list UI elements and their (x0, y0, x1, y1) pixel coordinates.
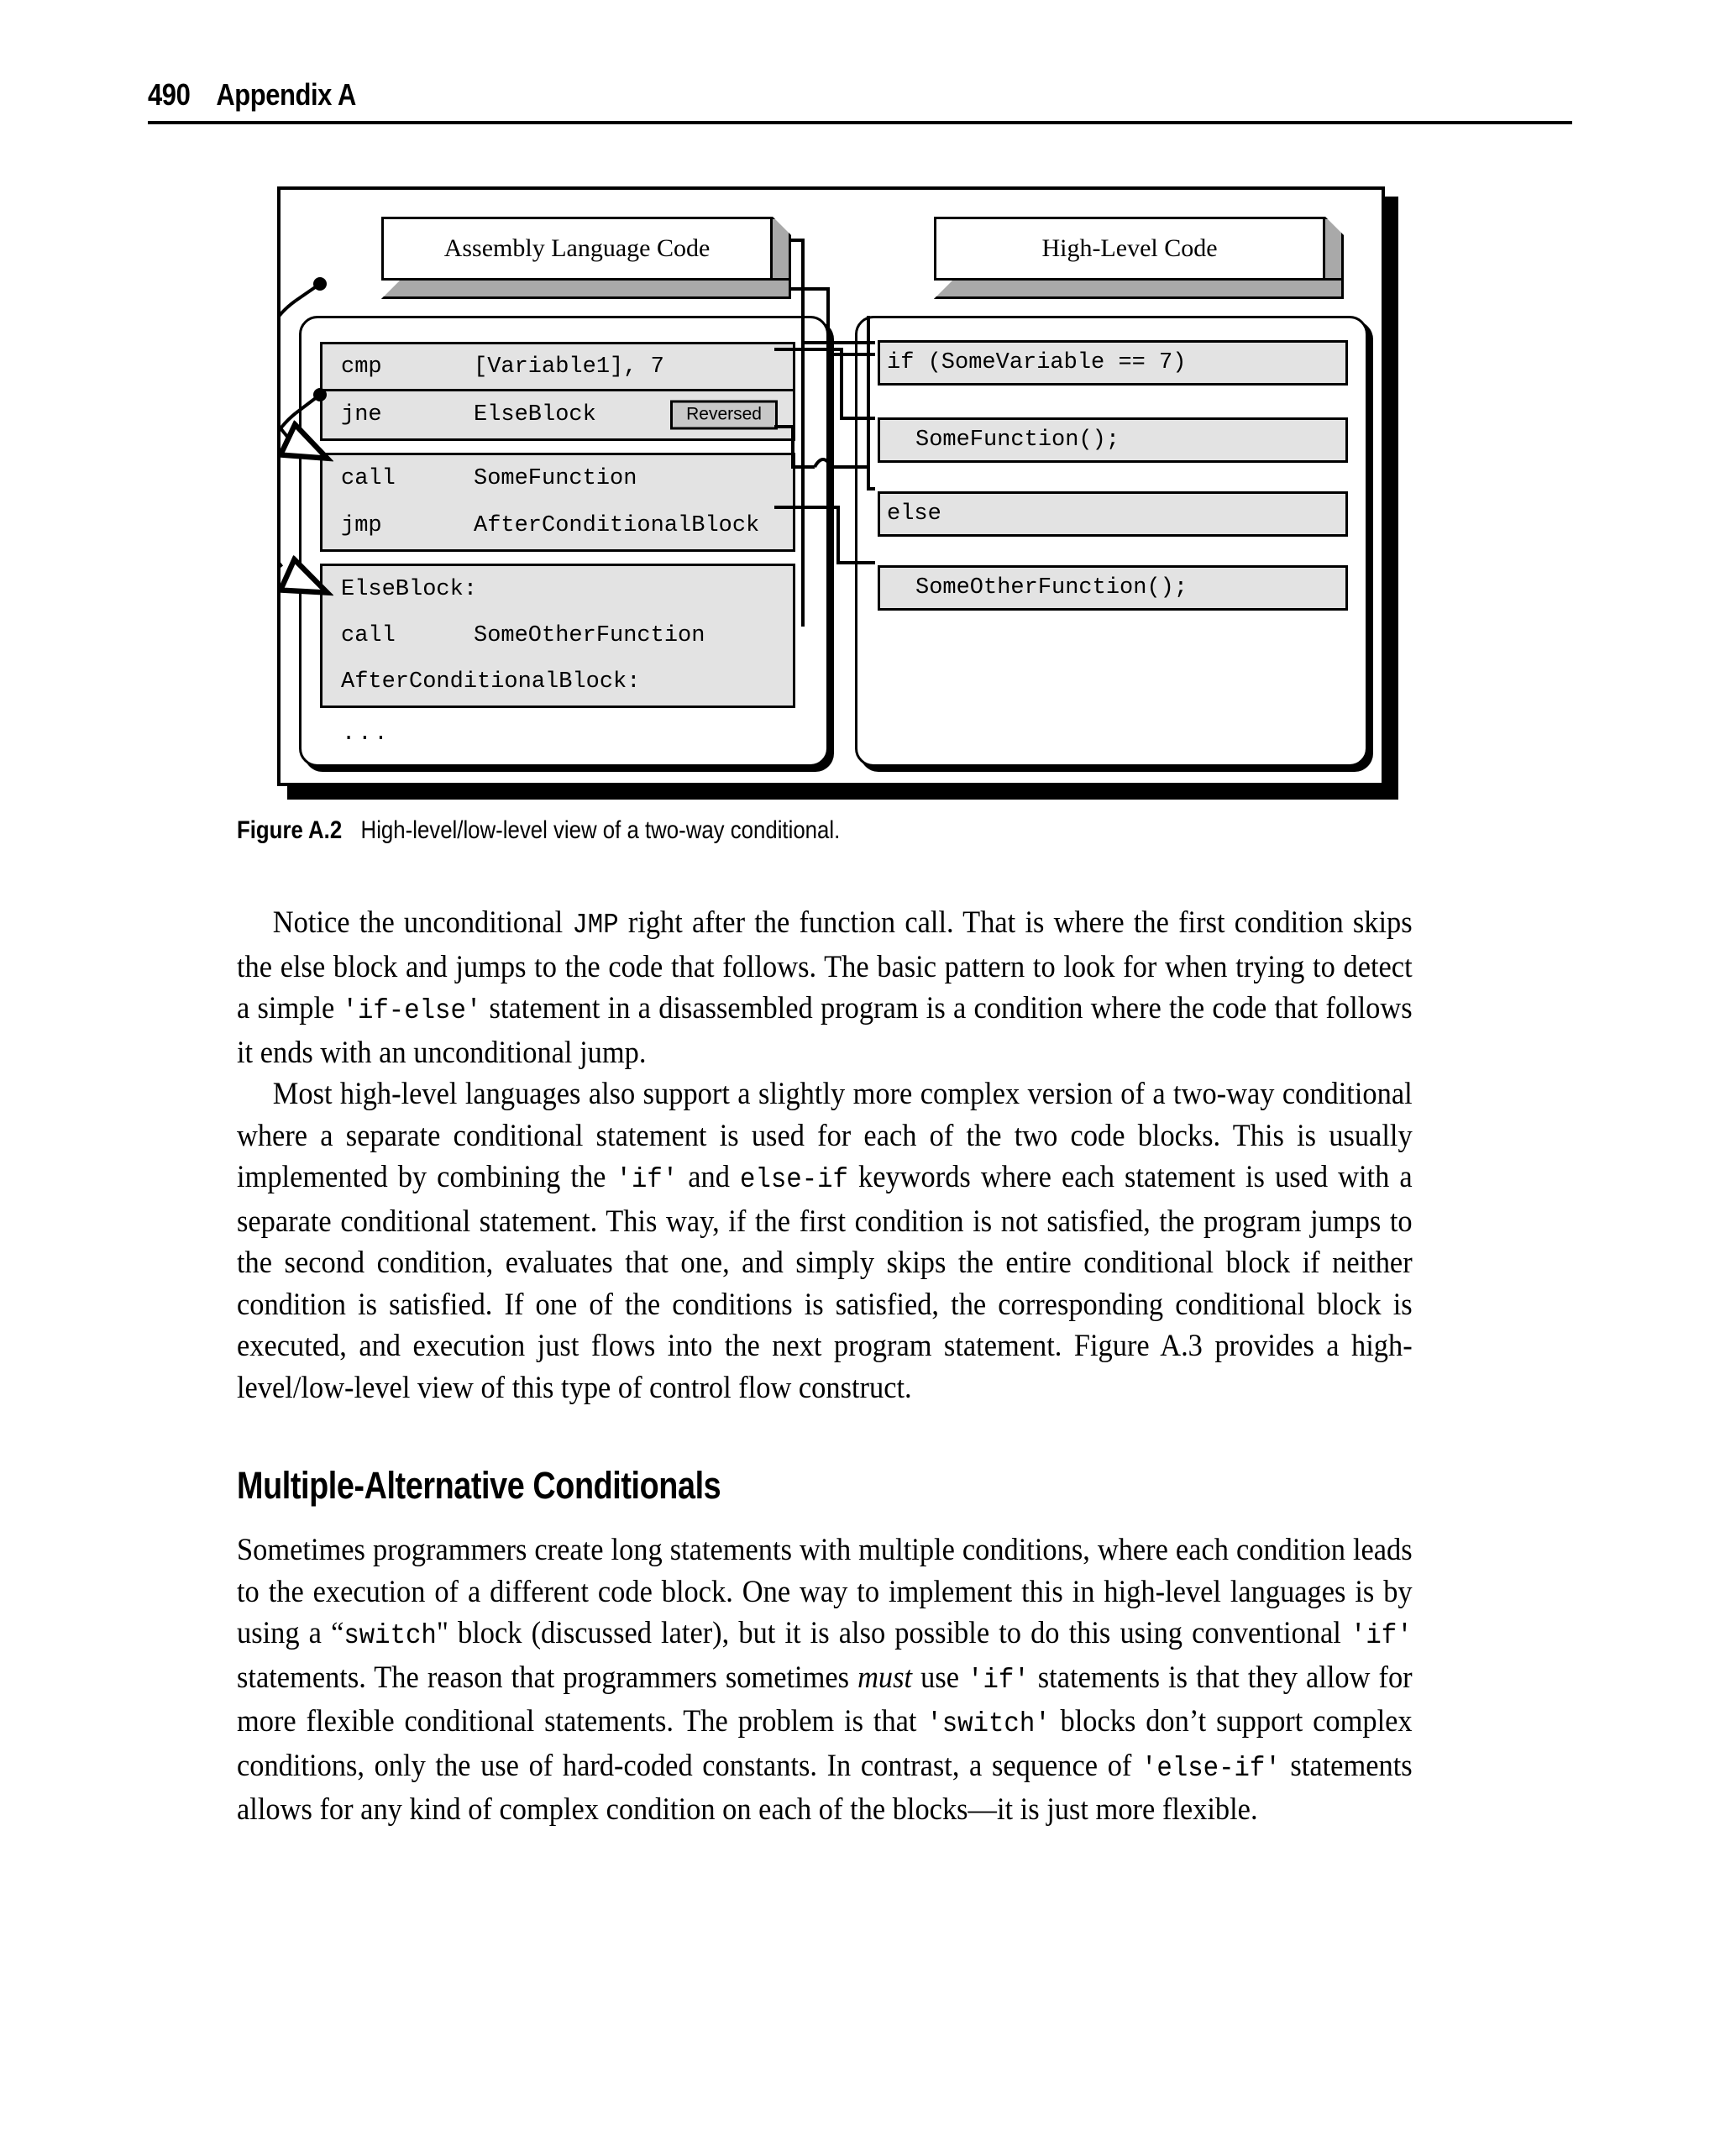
paragraph-1 (237, 902, 1413, 1073)
assembly-panel (299, 316, 829, 767)
p3-code-if-2: 'if' (968, 1664, 1030, 1696)
reversed-badge: Reversed (670, 401, 778, 430)
p3-text-b: " block (discussed later), but it is also possible to do this using conventional (436, 1616, 1350, 1650)
paragraph-2 (237, 1073, 1413, 1408)
assembly-ellipsis: ... (342, 721, 391, 747)
assembly-row-jmp (322, 502, 793, 549)
p2-text-b: and (678, 1160, 741, 1194)
highlevel-line-else (878, 491, 1348, 537)
assembly-operand: ElseBlock (474, 402, 596, 428)
highlevel-code-text: if (SomeVariable == 7) (887, 350, 1187, 375)
assembly-header-box (381, 217, 773, 281)
jump-source-dot-jne (313, 277, 327, 291)
assembly-operand: [Variable1], 7 (474, 354, 664, 380)
p3-code-elseif: 'else-if' (1141, 1752, 1281, 1784)
assembly-operand: SomeFunction (474, 466, 637, 491)
p3-text-a: Sometimes programmers create long statements with multiple conditions, where each condition leads to the execution of a different code block. One way to implement this in high-level languages is by using a “ (237, 1533, 1413, 1650)
highlevel-line-if (878, 340, 1348, 386)
assembly-group-3 (320, 564, 795, 708)
p2-code-elseif: else-if (740, 1164, 848, 1195)
highlevel-header-bevel-bottom (934, 281, 1344, 299)
p3-text-g: statements allows for any kind of complex condition on each of the blocks—it is just more flexible. (237, 1748, 1413, 1827)
assembly-row-jne (322, 391, 793, 438)
p2-text-c: keywords where each statement is used with a separate conditional statement. This way, if the first condition is not satisfied, the program jumps to the second condition, evaluates that one, and simply skips the entire conditional block if neither condition is satisfied. If one of the conditions is satisfied, the corresponding conditional block is executed, and execution just flows into the next program statement. Figure A.3 provides a high-level/low-level view of this type of control flow construct. (237, 1160, 1413, 1405)
assembly-opcode: jne (341, 402, 382, 428)
p1-text-b: right after the function call. That is where the first condition skips the else block and jumps to the code that follows. The basic pattern to look for when trying to detect a simple (237, 905, 1413, 1026)
p3-code-switch-2: 'switch' (926, 1708, 1051, 1739)
p3-text-c: statements. The reason that programmers sometimes (237, 1660, 858, 1695)
p1-code-jmp: JMP (572, 910, 619, 941)
assembly-row-call-someotherfunction (322, 612, 793, 658)
assembly-opcode: cmp (341, 354, 382, 380)
p1-text-a: Notice the unconditional (272, 905, 573, 940)
p3-text-f: blocks don’t support complex conditions, only the use of hard-coded constants. In contrast, a sequence of (237, 1704, 1413, 1783)
spacer-after-heading (237, 1508, 1413, 1529)
assembly-row-cmp (322, 344, 793, 391)
highlevel-code-text: SomeFunction(); (915, 428, 1120, 453)
assembly-header-bevel-bottom (381, 281, 791, 299)
paragraph-3 (237, 1529, 1413, 1831)
figure-a2 (277, 186, 1398, 800)
figure-caption-label: Figure A.2 (237, 816, 343, 844)
spacer-before-heading (237, 1408, 1413, 1464)
page-header-line (148, 77, 1373, 113)
assembly-header-label: Assembly Language Code (381, 217, 773, 281)
highlevel-header-label: High-Level Code (934, 217, 1325, 281)
assembly-operand: AfterConditionalBlock (474, 513, 760, 538)
highlevel-code-text: SomeOtherFunction(); (915, 575, 1188, 601)
assembly-group-1 (320, 342, 795, 441)
assembly-opcode: jmp (341, 513, 382, 538)
figure-caption-text: High-level/low-level view of a two-way conditional. (360, 816, 841, 844)
figure-caption (237, 816, 840, 845)
assembly-opcode: call (341, 466, 396, 491)
assembly-row-call-somefunction (322, 455, 793, 502)
p3-code-switch: switch (343, 1620, 437, 1651)
assembly-operand: SomeOtherFunction (474, 622, 705, 648)
page-header (148, 77, 1572, 124)
highlevel-line-someotherfunction (878, 565, 1348, 611)
assembly-row-afterconditionalblock-label (322, 659, 793, 706)
page-number: 490 (148, 77, 191, 112)
p1-text-c: statement in a disassembled program is a condition where the code that follows it ends with an unconditional jump. (237, 991, 1413, 1070)
header-rule (148, 121, 1572, 124)
p1-code-ifelse: 'if-else' (342, 995, 482, 1026)
assembly-group-2 (320, 453, 795, 552)
assembly-header-bevel-right (773, 217, 791, 281)
assembly-label: AfterConditionalBlock: (341, 669, 641, 695)
highlevel-code-text: else (887, 501, 941, 527)
highlevel-header-bevel-right (1325, 217, 1344, 281)
p2-code-if: 'if' (616, 1164, 679, 1195)
assembly-row-elseblock-label (322, 566, 793, 612)
highlevel-header-box (934, 217, 1325, 281)
figure-frame (277, 186, 1385, 786)
assembly-opcode: call (341, 622, 396, 648)
p3-italic-must: must (857, 1660, 913, 1695)
p3-code-if-1: 'if' (1350, 1620, 1413, 1651)
running-head: Appendix A (216, 77, 356, 112)
p3-text-e: statements is that they allow for more flexible conditional statements. The problem is that (237, 1660, 1413, 1739)
p2-text-a: Most high-level languages also support a slightly more complex version of a two-way conditional where a separate conditional statement is used for each of the two code blocks. This is usually implemented by combining the (237, 1077, 1413, 1194)
assembly-label: ElseBlock: (341, 576, 478, 602)
highlevel-line-somefunction (878, 417, 1348, 463)
section-heading: Multiple-Alternative Conditionals (237, 1464, 721, 1507)
body-column (237, 902, 1413, 1831)
p3-text-d: use (912, 1660, 968, 1695)
highlevel-panel (855, 316, 1368, 767)
